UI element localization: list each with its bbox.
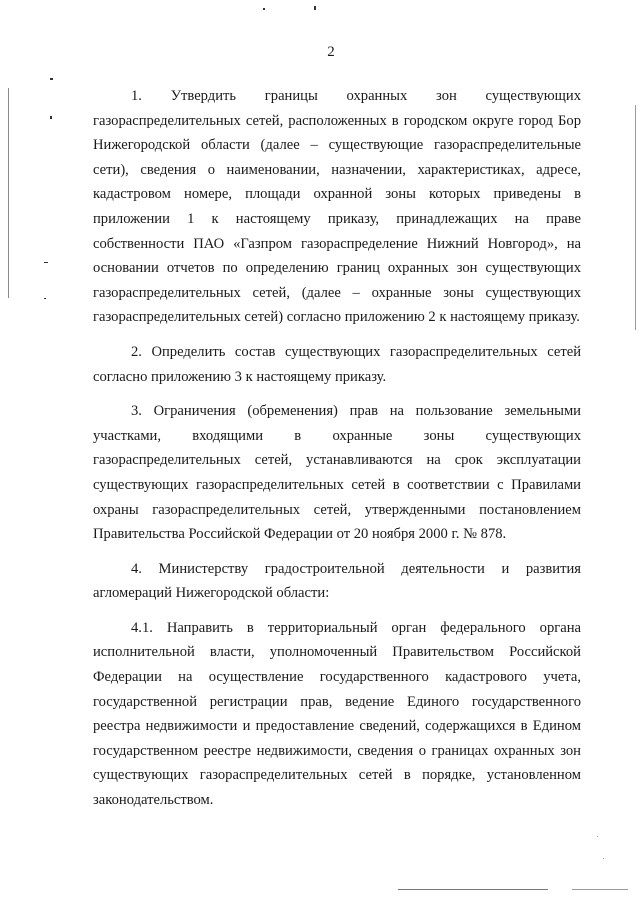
scan-speck bbox=[314, 6, 316, 10]
paragraph-4: 4. Министерству градостроительной деятельности и развития агломераций Нижегородской области: bbox=[93, 560, 581, 602]
scan-speck bbox=[603, 858, 604, 859]
scan-speck bbox=[50, 116, 52, 119]
scan-edge-line bbox=[8, 88, 9, 298]
scan-edge-line bbox=[572, 889, 628, 890]
paragraph-4-1: 4.1. Направить в территориальный орган федерального органа исполнительной власти, уполномоченный Правительством Российской Федерации на осуществление государственного кадастрового учета, государственной регистрации прав, ведение Единого государственного реестра недвижимости и предоставление сведений, содержащихся в Едином государственном реестре недвижимости, сведения о границах охранных зон существующих газораспределительных сетей в порядке, установленном законодательством. bbox=[93, 619, 581, 809]
scan-edge-line bbox=[398, 889, 548, 890]
paragraph-1: 1. Утвердить границы охранных зон существующих газораспределительных сетей, расположенных в городском округе город Бор Нижегородской области (далее – существующие газораспределительные сети), сведения о наименовании, назначении, характеристиках, адресе, кадастровом номере, площади охранной зоны которых приведены в приложении 1 к настоящему приказу, принадлежащих на праве собственности ПАО «Газпром газораспределение Нижний Новгород», на основании отчетов по определению границ охранных зон существующих газораспределительных сетей, (далее – охранные зоны существующих газораспределительных сетей) согласно приложению 2 к настоящему приказу. bbox=[93, 88, 581, 326]
scan-speck bbox=[44, 262, 48, 263]
scan-speck bbox=[597, 836, 598, 837]
paragraph-2: 2. Определить состав существующих газораспределительных сетей согласно приложению 3 к настоящему приказу. bbox=[93, 343, 581, 385]
paragraph-3: 3. Ограничения (обременения) прав на пользование земельными участками, входящими в охранные зоны существующих газораспределительных сетей, устанавливаются на срок эксплуатации существующих газораспределительных сетей в соответствии с Правилами охраны газораспределительных сетей, утвержденными постановлением Правительства Российской Федерации от 20 ноября 2000 г. № 878. bbox=[93, 403, 581, 543]
scan-speck bbox=[263, 8, 265, 10]
document-body bbox=[93, 84, 581, 823]
scan-speck bbox=[50, 78, 53, 80]
scan-speck bbox=[44, 298, 46, 299]
scan-edge-line bbox=[635, 105, 636, 330]
page-number: 2 bbox=[327, 44, 335, 60]
